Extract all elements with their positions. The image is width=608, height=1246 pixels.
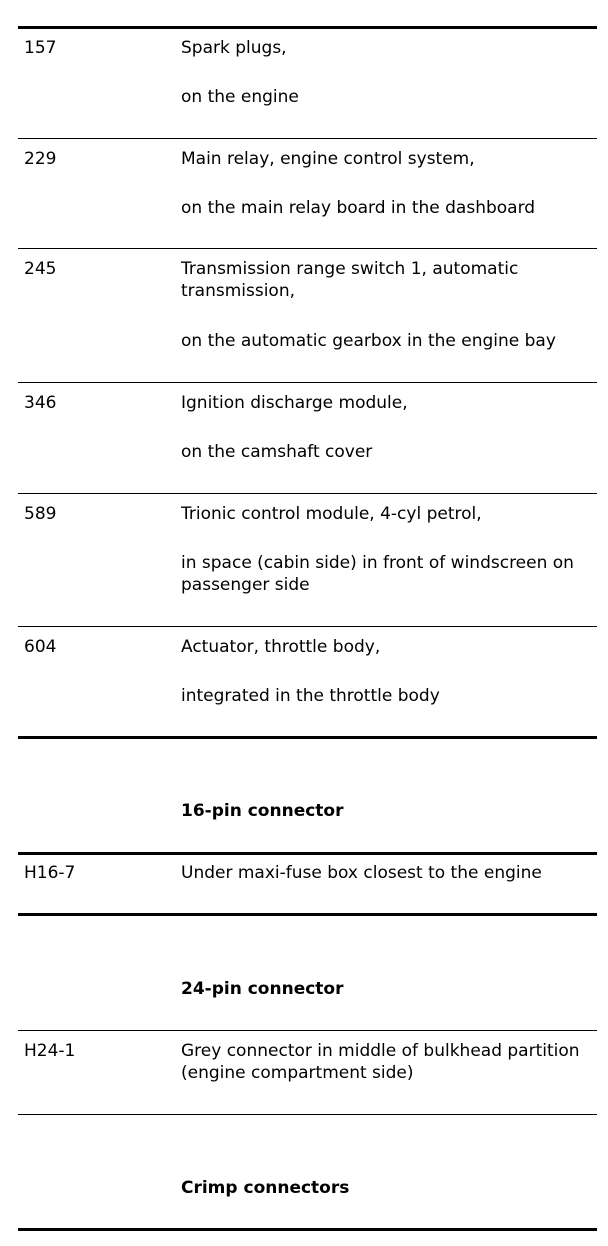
row-divider [18, 626, 597, 627]
connector-location: Grey connector in middle of bulkhead partition (engine compartment side) [181, 1041, 580, 1083]
component-code: 157 [24, 38, 57, 58]
table-top-rule [18, 26, 597, 29]
connector-code: H16-7 [24, 863, 76, 883]
component-code: 589 [24, 504, 57, 524]
section-rule [18, 1114, 597, 1115]
component-location: on the engine [181, 87, 299, 107]
connector-location: Under maxi-fuse box closest to the engine [181, 863, 542, 883]
section-heading-16-pin: 16-pin connector [181, 801, 344, 821]
section-heading-crimp: Crimp connectors [181, 1178, 350, 1198]
component-location: in space (cabin side) in front of windscreen on passenger side [181, 553, 574, 595]
table-bottom-rule [18, 1228, 597, 1231]
component-code: 245 [24, 259, 57, 279]
section-rule [18, 852, 597, 855]
section-heading-24-pin: 24-pin connector [181, 979, 344, 999]
component-location: integrated in the throttle body [181, 686, 440, 706]
component-name: Main relay, engine control system, [181, 149, 475, 169]
section-rule [18, 1030, 597, 1031]
component-code: 229 [24, 149, 57, 169]
row-divider [18, 248, 597, 249]
component-code: 346 [24, 393, 57, 413]
connector-code: H24-1 [24, 1041, 76, 1061]
component-name: Ignition discharge module, [181, 393, 408, 413]
component-code: 604 [24, 637, 57, 657]
component-location: on the automatic gearbox in the engine bay [181, 331, 556, 351]
row-divider [18, 382, 597, 383]
section-rule [18, 913, 597, 916]
component-location: on the camshaft cover [181, 442, 373, 462]
component-name: Trionic control module, 4-cyl petrol, [181, 504, 482, 524]
component-name: Transmission range switch 1, automatic transmission, [181, 259, 519, 301]
row-divider [18, 493, 597, 494]
component-location: on the main relay board in the dashboard [181, 198, 536, 218]
section-rule [18, 736, 597, 739]
component-name: Actuator, throttle body, [181, 637, 381, 657]
component-name: Spark plugs, [181, 38, 287, 58]
row-divider [18, 138, 597, 139]
